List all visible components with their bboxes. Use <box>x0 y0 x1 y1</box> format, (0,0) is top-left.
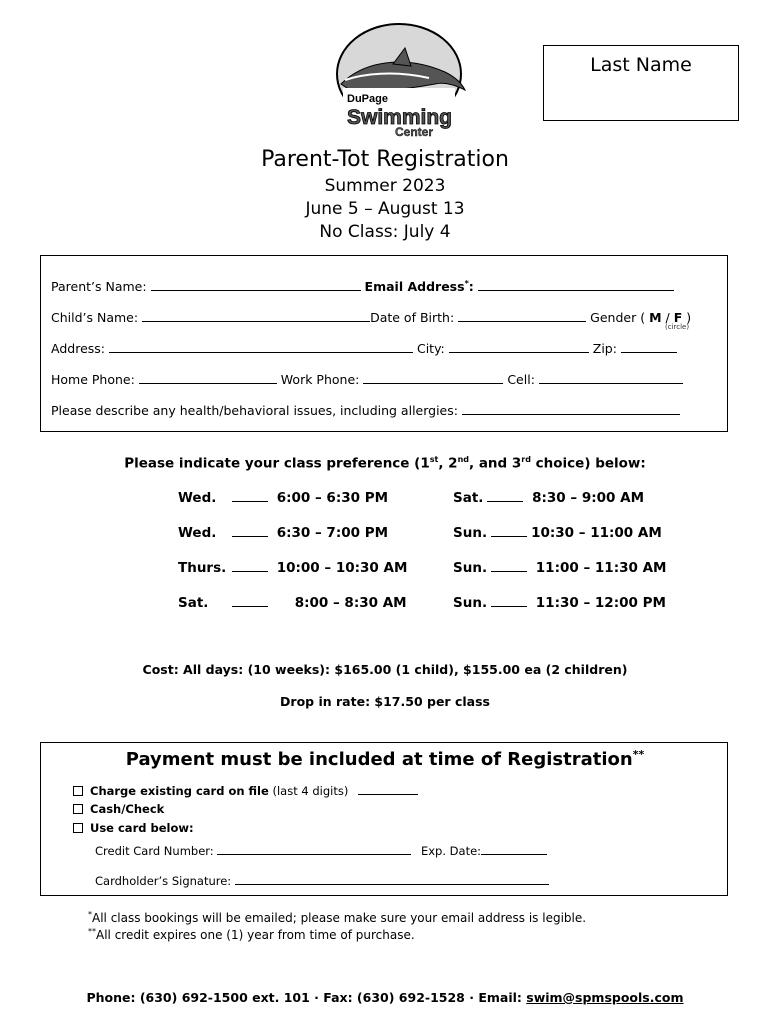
logo <box>333 22 469 140</box>
card-number-field[interactable] <box>217 843 411 855</box>
home-phone-field[interactable] <box>139 370 277 384</box>
signature-field[interactable] <box>235 873 549 885</box>
pref-blank[interactable] <box>491 594 527 607</box>
option-cash-check[interactable]: Cash/Check <box>73 802 164 816</box>
payment-title: Payment must be included at time of Registration** <box>125 748 645 770</box>
child-row <box>51 308 691 325</box>
contact-footer: Phone: (630) 692-1500 ext. 101 · Fax: (630) 692-1528 · Email: swim@spmspools.com <box>86 990 684 1005</box>
work-phone-label: Work Phone: <box>280 372 360 387</box>
pref-left-4: Sat. 8:00 – 8:30 AM <box>178 595 407 611</box>
dob-field[interactable] <box>458 308 586 322</box>
last-name-field[interactable] <box>543 45 739 121</box>
child-name-field[interactable] <box>142 308 370 322</box>
card-number-row: Credit Card Number: Exp. Date: <box>95 843 547 858</box>
pref-left-2: Wed. 6:30 – 7:00 PM <box>178 525 389 541</box>
last-name-label: Last Name <box>590 54 692 76</box>
health-field[interactable] <box>462 401 680 415</box>
logo-text-2: Swimming <box>347 106 453 129</box>
no-class-text: No Class: July 4 <box>319 222 451 242</box>
zip-field[interactable] <box>621 339 677 353</box>
address-row <box>51 339 677 356</box>
circle-note: (circle) <box>665 323 690 331</box>
gender-f-option[interactable]: F <box>673 310 683 325</box>
parent-name-field[interactable] <box>151 277 361 291</box>
signature-row: Cardholder’s Signature: <box>95 873 549 888</box>
gender-label: Gender ( M / F ) <box>590 310 692 325</box>
address-field[interactable] <box>109 339 413 353</box>
cell-field[interactable] <box>539 370 683 384</box>
pref-blank[interactable] <box>232 594 268 607</box>
pref-blank[interactable] <box>232 559 268 572</box>
season-text: Summer 2023 <box>324 176 446 196</box>
pref-blank[interactable] <box>491 559 527 572</box>
footnote-1: *All class bookings will be emailed; please make sure your email address is legible. <box>88 910 587 925</box>
preference-title: Please indicate your class preference (1st, 2nd, and 3rd choice) below: <box>124 455 646 472</box>
dolphin-logo-icon <box>333 22 469 140</box>
pref-right-1: Sat. 8:30 – 9:00 AM <box>453 490 645 506</box>
pref-blank[interactable] <box>232 489 268 502</box>
logo-text-1: DuPage <box>347 93 388 105</box>
option-use-card[interactable]: Use card below: <box>73 821 194 835</box>
pref-right-3: Sun. 11:00 – 11:30 AM <box>453 560 667 576</box>
pref-right-2: Sun. 10:30 – 11:00 AM <box>453 525 662 541</box>
pref-left-1: Wed. 6:00 – 6:30 PM <box>178 490 389 506</box>
health-row <box>51 401 680 418</box>
parent-email-row <box>51 277 674 294</box>
zip-label: Zip: <box>592 341 617 356</box>
health-label: Please describe any health/behavioral issues, including allergies: <box>51 403 458 418</box>
phone-row <box>51 370 683 387</box>
city-label: City: <box>416 341 445 356</box>
registration-info-box <box>40 255 728 432</box>
last4-field[interactable] <box>358 783 418 795</box>
pref-blank[interactable] <box>491 524 527 537</box>
child-name-label: Child’s Name: <box>51 310 139 325</box>
pref-blank[interactable] <box>487 489 523 502</box>
email-link[interactable]: swim@spmspools.com <box>526 990 684 1005</box>
home-phone-label: Home Phone: <box>51 372 135 387</box>
gender-m-option[interactable]: M <box>649 310 662 325</box>
pref-left-3: Thurs. 10:00 – 10:30 AM <box>178 560 408 576</box>
footnote-2: **All credit expires one (1) year from time of purchase. <box>88 927 415 942</box>
option-card-on-file[interactable]: Charge existing card on file (last 4 digits) <box>73 783 418 798</box>
work-phone-field[interactable] <box>363 370 503 384</box>
payment-box <box>40 742 728 896</box>
email-label: Email Address*: <box>364 278 474 294</box>
page-title: Parent-Tot Registration <box>261 147 509 172</box>
logo-text-3: Center <box>395 125 434 139</box>
address-label: Address: <box>51 341 105 356</box>
dob-label: Date of Birth: <box>370 310 455 325</box>
parent-name-label: Parent’s Name: <box>51 279 147 294</box>
checkbox-icon[interactable] <box>73 786 83 796</box>
cost-text: Cost: All days: (10 weeks): $165.00 (1 child), $155.00 ea (2 children) <box>142 662 628 677</box>
checkbox-icon[interactable] <box>73 823 83 833</box>
city-field[interactable] <box>449 339 589 353</box>
dates-text: June 5 – August 13 <box>305 199 465 219</box>
checkbox-icon[interactable] <box>73 804 83 814</box>
pref-right-4: Sun. 11:30 – 12:00 PM <box>453 595 666 611</box>
pref-blank[interactable] <box>232 524 268 537</box>
drop-in-text: Drop in rate: $17.50 per class <box>280 694 490 709</box>
exp-date-field[interactable] <box>481 843 547 855</box>
email-field[interactable] <box>478 277 674 291</box>
cell-label: Cell: <box>507 372 535 387</box>
